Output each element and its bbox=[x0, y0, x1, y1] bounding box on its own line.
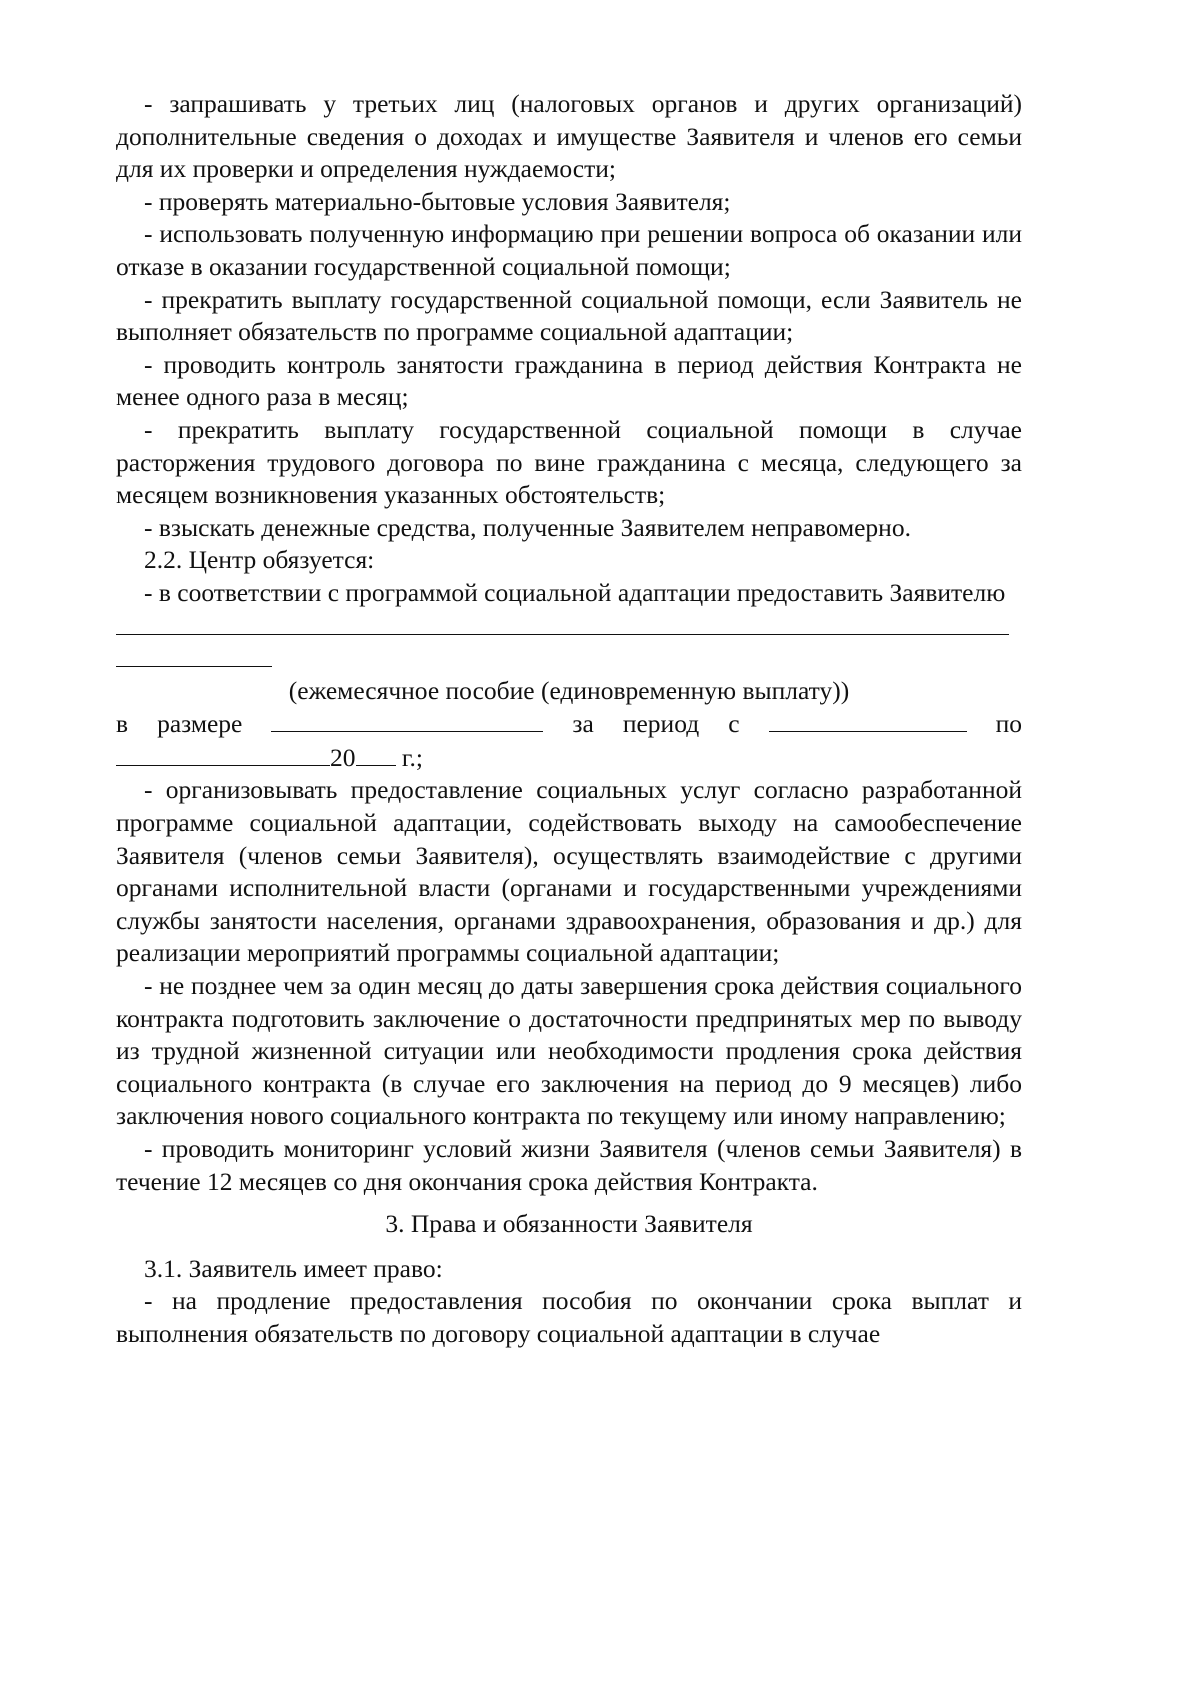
year-prefix: 20 bbox=[330, 742, 356, 772]
amount-blank bbox=[271, 707, 543, 732]
paragraph-check-living-conditions: - проверять материально-бытовые условия Заявителя; bbox=[144, 186, 731, 216]
paragraph-recover-funds: - взыскать денежные средства, полученные Заявителем неправомерно. bbox=[144, 512, 911, 542]
period-to-blank bbox=[116, 741, 330, 766]
year-suffix: г.; bbox=[401, 742, 423, 772]
paragraph-use-information: - использовать полученную информацию при решении вопроса об оказании или отказе в оказании государственной социальной помощи; bbox=[116, 219, 1022, 281]
paragraph-center-obligations-heading: 2.2. Центр обязуется: bbox=[144, 545, 375, 575]
period-label-period: период bbox=[622, 709, 700, 739]
section-heading: 3. Права и обязанности Заявителя bbox=[385, 1209, 753, 1239]
paragraph-stop-payment-obligations: - прекратить выплату государственной социальной помощи, если Заявитель не выполняет обязательств по программе социальной адаптации; bbox=[116, 284, 1022, 347]
period-from-label: с bbox=[728, 709, 740, 739]
period-from-blank bbox=[769, 707, 967, 732]
period-to-label: по bbox=[995, 709, 1022, 739]
blank-line-benefit-type-continued bbox=[116, 642, 1022, 675]
fill-in-rule-short bbox=[116, 666, 272, 667]
paragraph-extension-right: - на продление предоставления пособия по окончании срока выплат и выполнения обязательств по договору социальной адаптации в случае bbox=[116, 1286, 1022, 1348]
amount-prefix: в bbox=[116, 709, 129, 739]
paragraph-applicant-rights-heading: 3.1. Заявитель имеет право: bbox=[144, 1253, 443, 1283]
benefit-type-caption: (ежемесячное пособие (единовременную выплату)) bbox=[288, 675, 850, 705]
paragraph-request-third-parties: - запрашивать у третьих лиц (налоговых органов и других организаций) дополнительные сведения о доходах и имуществе Заявителя и членов его семьи для их проверки и определения нуждаемости; bbox=[116, 89, 1022, 184]
paragraph-provide-to-applicant: - в соответствии с программой социальной адаптации предоставить Заявителю bbox=[144, 577, 1006, 607]
paragraph-stop-payment-dismissal: - прекратить выплату государственной социальной помощи в случае расторжения трудового договора по вине гражданина с месяца, следующего за месяцем возникновения указанных обстоятельств; bbox=[116, 414, 1022, 510]
paragraph-organize-services: - организовывать предоставление социальных услуг согласно разработанной программе социальной адаптации, содействовать выходу на самообеспечение Заявителя (членов семьи Заявителя), осуществлять взаимодействие с другими органами исполнительной власти (органами и государственными учреждениями службы занятости населения, органами здравоохранения, образования и др.) для реализации мероприятий программы социальной адаптации; bbox=[116, 775, 1022, 968]
year-blank bbox=[356, 741, 396, 766]
blank-line-benefit-type bbox=[116, 610, 1022, 643]
paragraph-prepare-conclusion: - не позднее чем за один месяц до даты завершения срока действия социального контракта подготовить заключение о достаточности предпринятых мер по выводу из трудной жизненной ситуации или необходимости продления срока действия социального контракта (в случае его заключения на период до 9 месяцев) либо заключения нового социального контракта по текущему или иному направлению; bbox=[116, 971, 1022, 1131]
document-page bbox=[116, 88, 1022, 1351]
fill-in-rule bbox=[116, 634, 1009, 635]
paragraph-employment-control: - проводить контроль занятости гражданина в период действия Контракта не менее одного раза в месяц; bbox=[116, 349, 1022, 412]
period-end-row bbox=[116, 741, 1022, 775]
paragraph-monitoring: - проводить мониторинг условий жизни Заявителя (членов семьи Заявителя) в течение 12 месяцев со дня окончания срока действия Контракта. bbox=[116, 1134, 1022, 1196]
amount-period-row bbox=[116, 707, 1022, 741]
amount-label: размере bbox=[157, 709, 243, 739]
period-label-za: за bbox=[572, 709, 594, 739]
